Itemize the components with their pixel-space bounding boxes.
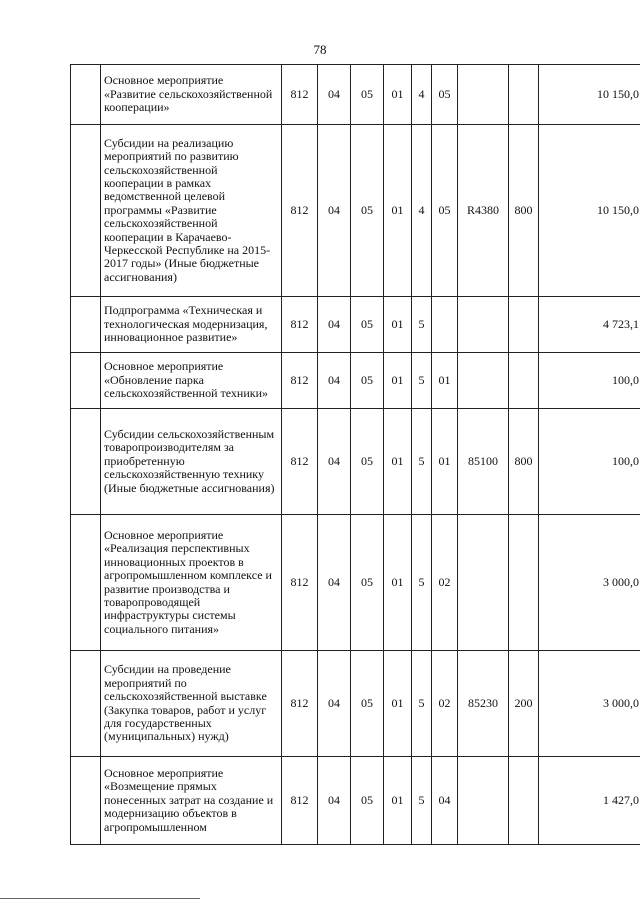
code-cell: 5 (412, 297, 432, 353)
ved-cell: 812 (282, 515, 318, 651)
vr-cell (509, 515, 539, 651)
code-cell (458, 297, 509, 353)
blank-cell (71, 515, 101, 651)
vr-cell (509, 65, 539, 125)
pr-cell: 05 (351, 515, 384, 651)
rz-cell: 04 (318, 297, 351, 353)
vr-cell (509, 353, 539, 409)
vr-cell: 200 (509, 651, 539, 757)
pr-cell: 05 (351, 757, 384, 845)
code-cell: 4 (412, 125, 432, 297)
code-cell: 01 (384, 757, 412, 845)
table-row (71, 65, 640, 125)
table-row (71, 125, 640, 297)
ved-cell: 812 (282, 65, 318, 125)
vr-cell: 800 (509, 409, 539, 515)
code-cell: 5 (412, 651, 432, 757)
item-name-cell: Основное мероприятие «Реализация перспективных инновационных проектов в агропромышленном комплексе и развитие производства и товаропроводящей инфраструктуры системы социального питания» (101, 515, 282, 651)
table-row (71, 297, 640, 353)
code-cell: 5 (412, 515, 432, 651)
pr-cell: 05 (351, 651, 384, 757)
blank-cell (71, 757, 101, 845)
code-cell: 5 (412, 353, 432, 409)
code-cell: 01 (384, 297, 412, 353)
item-name-cell: Субсидии на проведение мероприятий по сельскохозяйственной выставке (Закупка товаров, работ и услуг для государственных (муниципальных) нужд) (101, 651, 282, 757)
scan-artifact-line (0, 898, 200, 899)
code-cell (432, 297, 458, 353)
blank-cell (71, 65, 101, 125)
vr-cell (509, 297, 539, 353)
sum-cell: 3 000,0 (539, 651, 640, 757)
ved-cell: 812 (282, 353, 318, 409)
code-cell: 02 (432, 515, 458, 651)
code-cell: 85230 (458, 651, 509, 757)
vr-cell (509, 757, 539, 845)
code-cell: 01 (384, 353, 412, 409)
sum-cell: 1 427,0 (539, 757, 640, 845)
vr-cell: 800 (509, 125, 539, 297)
code-cell: 02 (432, 651, 458, 757)
code-cell: 01 (384, 125, 412, 297)
table-row (71, 515, 640, 651)
ved-cell: 812 (282, 409, 318, 515)
pr-cell: 05 (351, 297, 384, 353)
table-row (71, 757, 640, 845)
pr-cell: 05 (351, 125, 384, 297)
code-cell: 5 (412, 409, 432, 515)
item-name-cell: Основное мероприятие «Обновление парка сельскохозяйственной техники» (101, 353, 282, 409)
budget-table (70, 64, 640, 845)
table-row (71, 353, 640, 409)
sum-cell: 4 723,1 (539, 297, 640, 353)
code-cell: 01 (384, 651, 412, 757)
rz-cell: 04 (318, 125, 351, 297)
code-cell: 05 (432, 125, 458, 297)
blank-cell (71, 651, 101, 757)
item-name-cell: Основное мероприятие «Возмещение прямых понесенных затрат на создание и модернизацию объектов в агропромышленном (101, 757, 282, 845)
sum-cell: 10 150,0 (539, 125, 640, 297)
rz-cell: 04 (318, 353, 351, 409)
ved-cell: 812 (282, 757, 318, 845)
rz-cell: 04 (318, 515, 351, 651)
code-cell: 04 (432, 757, 458, 845)
rz-cell: 04 (318, 65, 351, 125)
code-cell: 4 (412, 65, 432, 125)
table-row (71, 409, 640, 515)
item-name-cell: Субсидии сельскохозяйственным товаропроизводителям за приобретенную сельскохозяйственную технику (Иные бюджетные ассигнования) (101, 409, 282, 515)
code-cell: R4380 (458, 125, 509, 297)
ved-cell: 812 (282, 651, 318, 757)
code-cell: 5 (412, 757, 432, 845)
rz-cell: 04 (318, 757, 351, 845)
code-cell: 01 (384, 65, 412, 125)
rz-cell: 04 (318, 409, 351, 515)
code-cell: 85100 (458, 409, 509, 515)
code-cell: 01 (384, 409, 412, 515)
pr-cell: 05 (351, 409, 384, 515)
item-name-cell: Субсидии на реализацию мероприятий по развитию сельскохозяйственной кооперации в рамках ведомственной целевой программы «Развитие сельскохозяйственной кооперации в Карачаево-Черкесской Республике на 2015-2017 годы» (Иные бюджетные ассигнования) (101, 125, 282, 297)
blank-cell (71, 125, 101, 297)
rz-cell: 04 (318, 651, 351, 757)
item-name-cell: Подпрограмма «Техническая и технологическая модернизация, инновационное развитие» (101, 297, 282, 353)
ved-cell: 812 (282, 125, 318, 297)
code-cell (458, 353, 509, 409)
table-body (71, 65, 640, 845)
sum-cell: 10 150,0 (539, 65, 640, 125)
code-cell: 01 (384, 515, 412, 651)
blank-cell (71, 297, 101, 353)
pr-cell: 05 (351, 65, 384, 125)
sum-cell: 100,0 (539, 353, 640, 409)
sum-cell: 100,0 (539, 409, 640, 515)
code-cell (458, 65, 509, 125)
blank-cell (71, 353, 101, 409)
code-cell: 05 (432, 65, 458, 125)
code-cell: 01 (432, 409, 458, 515)
code-cell (458, 757, 509, 845)
table-row (71, 651, 640, 757)
page-number: 78 (313, 42, 327, 57)
item-name-cell: Основное мероприятие «Развитие сельскохозяйственной кооперации» (101, 65, 282, 125)
sum-cell: 3 000,0 (539, 515, 640, 651)
blank-cell (71, 409, 101, 515)
code-cell: 01 (432, 353, 458, 409)
pr-cell: 05 (351, 353, 384, 409)
ved-cell: 812 (282, 297, 318, 353)
code-cell (458, 515, 509, 651)
